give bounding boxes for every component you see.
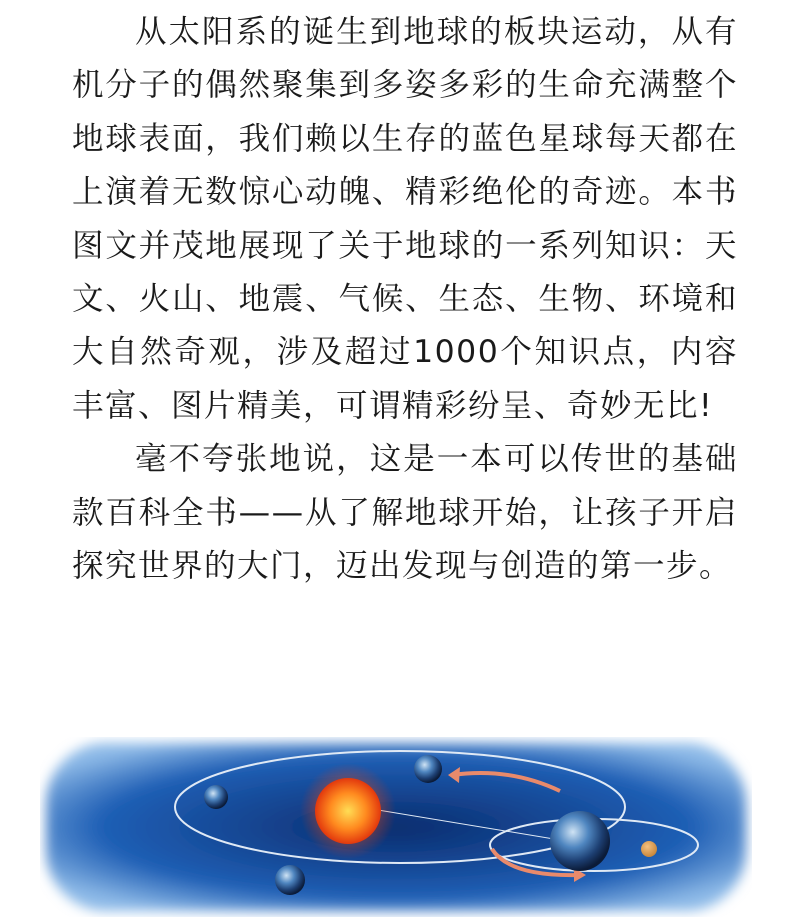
- moon-icon: [641, 841, 657, 857]
- earth-icon-large: [550, 811, 610, 871]
- paragraph-intro: 从太阳系的诞生到地球的板块运动，从有机分子的偶然聚集到多姿多彩的生命充满整个地球表面，我们赖以生存的蓝色星球每天都在上演着无数惊心动魄、精彩绝伦的奇迹。本书图文并茂地展现了关于地球的一系列知识：天文、火山、地震、气候、生态、生物、环境和大自然奇观，涉及超过1000个知识点，内容丰富、图片精美，可谓精彩纷呈、奇妙无比!: [72, 14, 738, 424]
- earth-icon-bottom: [275, 865, 305, 895]
- earth-icon-top: [414, 755, 442, 783]
- sun-icon: [315, 778, 381, 844]
- space-background: [46, 743, 746, 911]
- earth-icon-left: [204, 785, 228, 809]
- orbit-illustration-svg: [40, 737, 752, 917]
- body-text: [72, 6, 738, 593]
- paragraph-summary: 毫不夸张地说，这是一本可以传世的基础款百科全书——从了解地球开始，让孩子开启探究世界的大门，迈出发现与创造的第一步。: [72, 441, 738, 585]
- orbit-illustration: [40, 737, 752, 917]
